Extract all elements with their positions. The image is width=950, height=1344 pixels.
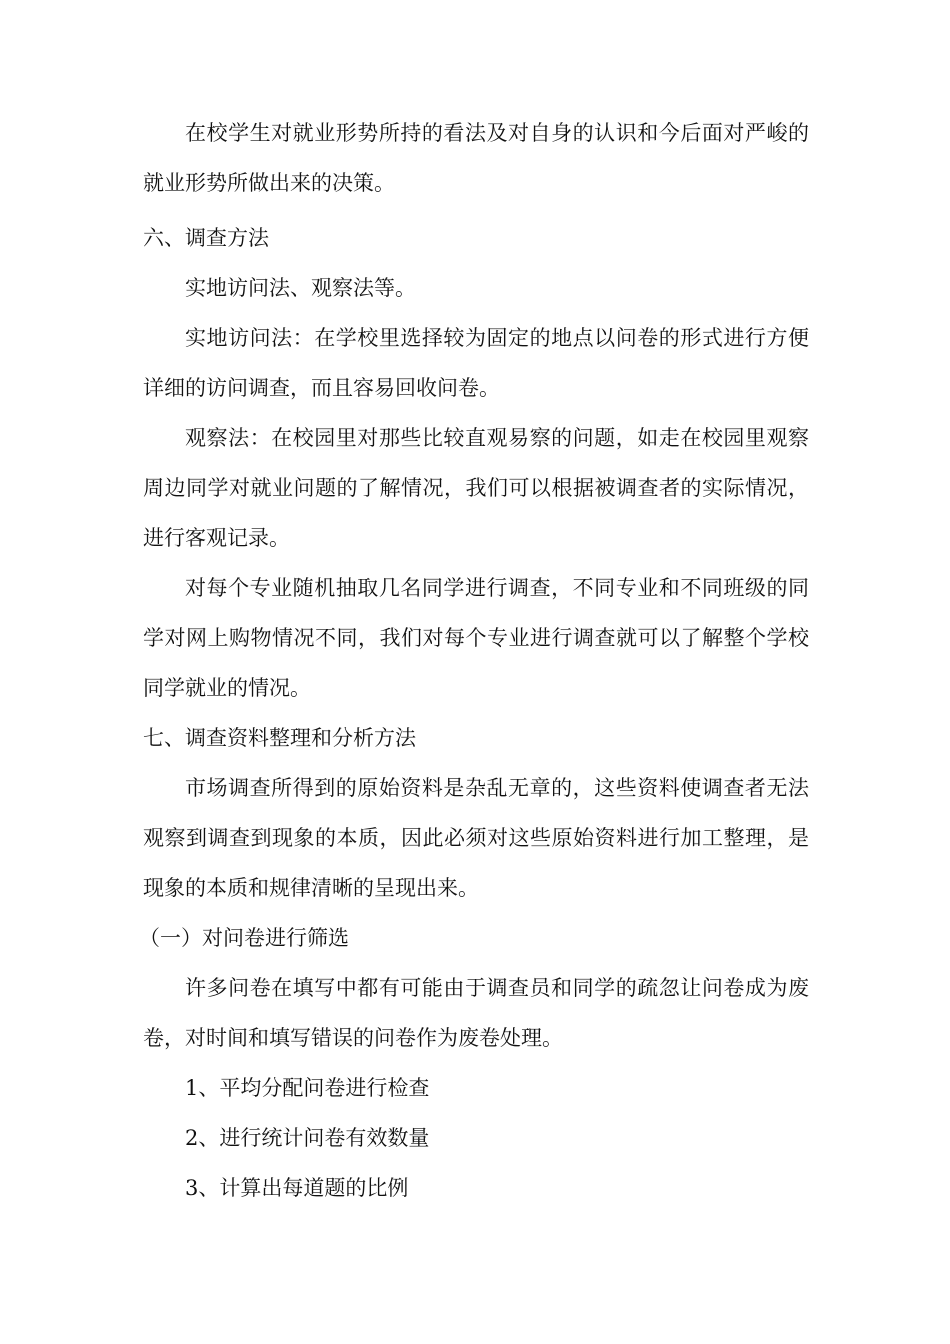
document-body — [139, 108, 809, 1213]
subheading-questionnaire-screening: （一）对问卷进行筛选 — [139, 926, 349, 950]
paragraph-raw-data: 市场调查所得到的原始资料是杂乱无章的，这些资料使调查者无法观察到调查到现象的本质，因此必须对这些原始资料进行加工整理，是现象的本质和规律清晰的呈现出来。 — [143, 776, 809, 900]
heading-survey-method: 六、调查方法 — [143, 226, 269, 250]
paragraph-sampling: 对每个专业随机抽取几名同学进行调查，不同专业和不同班级的同学对网上购物情况不同，我们对每个专业进行调查就可以了解整个学校同学就业的情况。 — [143, 576, 809, 700]
paragraph-research-content: 在校学生对就业形势所持的看法及对自身的认识和今后面对严峻的就业形势所做出来的决策。 — [143, 121, 809, 195]
paragraph-methods-list: 实地访问法、观察法等。 — [185, 276, 416, 300]
list-item: 2、进行统计问卷有效数量 — [185, 1126, 430, 1150]
paragraph-invalid-questionnaires: 许多问卷在填写中都有可能由于调查员和同学的疏忽让问卷成为废卷，对时间和填写错误的问卷作为废卷处理。 — [143, 976, 809, 1050]
list-item: 3、计算出每道题的比例 — [185, 1176, 409, 1200]
heading-data-analysis: 七、调查资料整理和分析方法 — [143, 726, 416, 750]
paragraph-field-interview: 实地访问法：在学校里选择较为固定的地点以问卷的形式进行方便详细的访问调查，而且容易回收问卷。 — [143, 326, 809, 400]
list-item: 1、平均分配问卷进行检查 — [185, 1076, 430, 1100]
paragraph-observation: 观察法：在校园里对那些比较直观易察的问题，如走在校园里观察周边同学对就业问题的了解情况，我们可以根据被调查者的实际情况，进行客观记录。 — [143, 426, 809, 550]
